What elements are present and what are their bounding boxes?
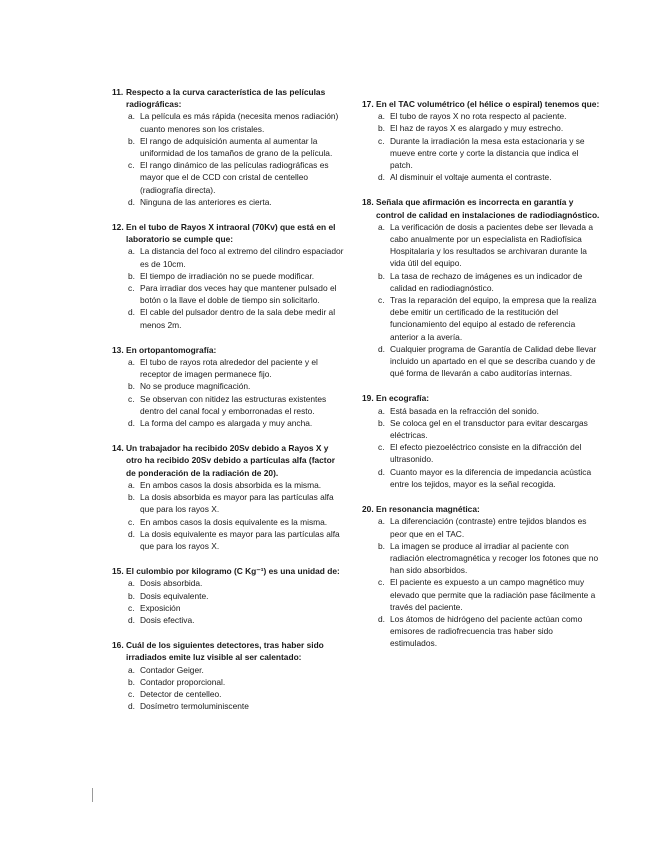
question-header (112, 639, 344, 663)
option-letter: c. (128, 160, 135, 171)
answer-option (128, 479, 344, 491)
option-text: Para irradiar dos veces hay que mantener pulsado el botón o la llave el doble de tiempo sin solicitarlo. (140, 283, 337, 306)
scan-margin-mark (92, 788, 93, 802)
question-block (112, 221, 344, 331)
question-block (362, 98, 600, 183)
answer-option (378, 343, 600, 380)
option-letter: a. (128, 111, 135, 122)
options-list (112, 479, 344, 552)
options-list (112, 577, 344, 626)
answer-option (128, 700, 344, 712)
question-number: 13. (112, 344, 124, 355)
option-text: Durante la irradiación la mesa esta estacionaria y se mueve entre corte y corte la distancia que indica el patch. (390, 135, 585, 171)
option-text: La forma del campo es alargada y muy ancha. (140, 418, 313, 429)
question-number: 17. (362, 99, 374, 109)
option-letter: a. (378, 111, 385, 122)
option-text: Está basada en la refracción del sonido. (390, 405, 539, 416)
option-letter: b. (378, 540, 385, 551)
option-text: Dosis equivalente. (140, 590, 209, 601)
option-letter: c. (378, 577, 385, 588)
answer-option (128, 306, 344, 330)
answer-option (378, 466, 600, 490)
answer-option (128, 602, 344, 614)
option-letter: b. (128, 270, 135, 281)
answer-option (128, 688, 344, 700)
option-letter: a. (128, 479, 135, 490)
option-letter: d. (378, 466, 385, 477)
option-text: Se coloca gel en el transductor para evitar descargas eléctricas. (390, 417, 588, 441)
option-text: Los átomos de hidrógeno del paciente actúan como emisores de radiofrecuencia tras haber sido estimulados. (390, 613, 583, 649)
answer-option (378, 110, 600, 122)
question-header (112, 221, 344, 245)
question-block (362, 503, 600, 649)
option-letter: a. (378, 516, 385, 527)
option-text: Ninguna de las anteriores es cierta. (140, 196, 272, 207)
option-text: El cable del pulsador dentro de la sala debe medir al menos 2m. (140, 307, 336, 330)
answer-option (128, 664, 344, 676)
answer-option (378, 294, 600, 343)
question-text: Un trabajador ha recibido 20Sv debido a Rayos X y otro ha recibido 20Sv debido a partículas alfa (factor de ponderación de la radiación de 20). (126, 443, 335, 478)
left-column (112, 86, 344, 725)
option-letter: d. (128, 196, 135, 207)
option-letter: b. (128, 135, 135, 146)
option-letter: a. (378, 405, 385, 416)
answer-option (128, 577, 344, 589)
question-number: 11. (112, 87, 124, 97)
option-letter: d. (378, 172, 385, 183)
option-text: En ambos casos la dosis absorbida es la misma. (140, 479, 322, 490)
option-letter: d. (128, 701, 135, 712)
option-text: La distancia del foco al extremo del cilindro espaciador es de 10cm. (140, 246, 344, 269)
option-text: El rango dinámico de las películas radiográficas es mayor que el de CCD con cristal de centelleo (radiografía directa). (140, 160, 329, 195)
option-text: El rango de adquisición aumenta al aumentar la uniformidad de los tamaños de grano de la película. (140, 135, 333, 159)
option-text: Tras la reparación del equipo, la empresa que la realiza debe emitir un certificado de la restitución del funcionamiento del equipo al estado de referencia anterior a la avería. (390, 295, 597, 342)
option-text: Exposición (140, 602, 181, 613)
answer-option (378, 221, 600, 270)
question-block (362, 196, 600, 379)
option-text: La imagen se produce al irradiar al paciente con radiación electromagnética y recoger los fotones que no han sido absorbidos. (390, 540, 599, 576)
option-text: Dosis efectiva. (140, 614, 195, 625)
question-number: 18. (362, 197, 374, 208)
option-text: El tubo de rayos X no rota respecto al paciente. (390, 111, 567, 122)
answer-option (128, 393, 344, 417)
option-text: Se observan con nitidez las estructuras existentes dentro del canal focal y emborronadas el resto. (140, 393, 327, 416)
answer-option (378, 540, 600, 577)
answer-option (378, 417, 600, 441)
option-text: Al disminuir el voltaje aumenta el contraste. (390, 172, 552, 183)
question-block (112, 639, 344, 712)
option-letter: c. (128, 688, 135, 699)
question-block (362, 392, 600, 490)
option-text: Contador proporcional. (140, 676, 226, 687)
option-text: Dosímetro termoluminiscente (140, 701, 249, 712)
answer-option (378, 515, 600, 539)
question-block (112, 86, 344, 208)
option-text: La película es más rápida (necesita menos radiación) cuanto menores son los cristales. (140, 111, 339, 134)
question-text: En ecografía: (376, 393, 430, 404)
question-text: En resonancia magnética: (376, 504, 480, 515)
option-letter: b. (378, 417, 385, 428)
option-text: El haz de rayos X es alargado y muy estrecho. (390, 123, 564, 134)
option-letter: d. (378, 343, 385, 354)
question-header (112, 565, 344, 577)
question-header (362, 503, 600, 515)
option-letter: a. (128, 246, 135, 257)
answer-option (128, 380, 344, 392)
option-text: La diferenciación (contraste) entre tejidos blandos es peor que en el TAC. (390, 516, 587, 539)
option-text: El paciente es expuesto a un campo magnético muy elevado que permite que la radiación pase fácilmente a través del paciente. (390, 577, 596, 612)
question-number: 20. (362, 504, 374, 515)
answer-option (378, 135, 600, 172)
option-letter: a. (128, 578, 135, 589)
option-letter: b. (378, 123, 385, 134)
option-letter: b. (128, 492, 135, 503)
question-block (112, 442, 344, 552)
option-letter: b. (128, 381, 135, 392)
option-text: Detector de centelleo. (140, 688, 222, 699)
answer-option (128, 516, 344, 528)
option-letter: a. (128, 664, 135, 675)
options-list (362, 515, 600, 649)
option-letter: d. (128, 418, 135, 429)
answer-option (128, 417, 344, 429)
question-text: En el tubo de Rayos X intraoral (70Kv) que está en el laboratorio se cumple que: (126, 222, 336, 245)
option-letter: d. (378, 613, 385, 624)
options-list (112, 110, 344, 208)
answer-option (128, 590, 344, 602)
answer-option (128, 270, 344, 282)
answer-option (128, 110, 344, 134)
answer-option (378, 576, 600, 613)
question-number: 14. (112, 443, 124, 454)
question-block (112, 565, 344, 626)
right-column (362, 98, 600, 663)
options-list (112, 245, 344, 330)
option-text: La dosis equivalente es mayor para las partículas alfa que para los rayos X. (140, 528, 340, 551)
question-text: En ortopantomografía: (126, 344, 217, 355)
option-letter: b. (128, 676, 135, 687)
answer-option (128, 614, 344, 626)
question-number: 19. (362, 393, 374, 404)
option-letter: a. (128, 357, 135, 368)
options-list (112, 664, 344, 713)
answer-option (128, 282, 344, 306)
option-text: La verificación de dosis a pacientes debe ser llevada a cabo anualmente por un especialista en Radiofísica Hospitalaria y los resultados se archivaran durante la vida útil del equipo. (390, 221, 593, 269)
option-text: La tasa de rechazo de imágenes es un indicador de calidad en radiodiagnóstico. (390, 270, 583, 293)
answer-option (128, 196, 344, 208)
question-header (112, 86, 344, 110)
option-text: Cuanto mayor es la diferencia de impedancia acústica entre los tejidos, mayor es la señal recogida. (390, 466, 592, 489)
option-letter: d. (128, 307, 135, 318)
option-text: El efecto piezoeléctrico consiste en la difracción del ultrasonido. (390, 442, 582, 465)
question-number: 12. (112, 222, 124, 233)
option-letter: c. (378, 295, 385, 306)
question-text: Respecto a la curva característica de las películas radiográficas: (126, 87, 326, 110)
option-text: Dosis absorbida. (140, 578, 203, 589)
question-block (112, 344, 344, 429)
answer-option (378, 613, 600, 650)
question-text: Cuál de los siguientes detectores, tras haber sido irradiados emite luz visible al ser calentado: (126, 640, 324, 663)
option-letter: c. (128, 283, 135, 294)
option-letter: c. (378, 442, 385, 453)
question-header (362, 98, 600, 110)
answer-option (378, 270, 600, 294)
question-header (362, 392, 600, 404)
option-letter: c. (128, 393, 135, 404)
option-text: Contador Geiger. (140, 664, 204, 675)
option-text: La dosis absorbida es mayor para las partículas alfa que para los rayos X. (140, 492, 334, 515)
option-text: Cualquier programa de Garantía de Calidad debe llevar incluido un apartado en el que se describa cuando y de qué forma de llevarán a cabo auditorías internas. (390, 343, 597, 379)
option-letter: c. (128, 516, 135, 527)
option-text: En ambos casos la dosis equivalente es la misma. (140, 516, 328, 527)
option-text: No se produce magnificación. (140, 381, 251, 392)
options-list (362, 110, 600, 183)
question-header (362, 196, 600, 220)
option-letter: c. (128, 602, 135, 613)
answer-option (128, 356, 344, 380)
answer-option (128, 528, 344, 552)
option-letter: d. (128, 528, 135, 539)
question-text: Señala que afirmación es incorrecta en garantía y control de calidad en instalaciones de radiodiagnóstico. (376, 197, 600, 220)
answer-option (378, 405, 600, 417)
option-text: El tubo de rayos rota alrededor del paciente y el receptor de imagen permanece fijo. (140, 357, 318, 380)
option-letter: a. (378, 221, 385, 232)
answer-option (378, 122, 600, 134)
answer-option (128, 245, 344, 269)
question-header (112, 442, 344, 479)
answer-option (128, 135, 344, 159)
option-letter: c. (378, 135, 385, 146)
option-text: El tiempo de irradiación no se puede modificar. (140, 270, 315, 281)
options-list (362, 405, 600, 490)
answer-option (378, 441, 600, 465)
option-letter: b. (378, 270, 385, 281)
answer-option (378, 171, 600, 183)
answer-option (128, 159, 344, 196)
question-text: En el TAC volumétrico (el hélice o espiral) tenemos que: (376, 99, 600, 109)
question-header (112, 344, 344, 356)
question-number: 15. (112, 566, 124, 577)
question-text: El culombio por kilogramo (C Kg⁻¹) es una unidad de: (126, 566, 340, 577)
answer-option (128, 676, 344, 688)
option-letter: d. (128, 614, 135, 625)
question-number: 16. (112, 640, 124, 651)
answer-option (128, 491, 344, 515)
option-letter: b. (128, 590, 135, 601)
options-list (112, 356, 344, 429)
options-list (362, 221, 600, 380)
